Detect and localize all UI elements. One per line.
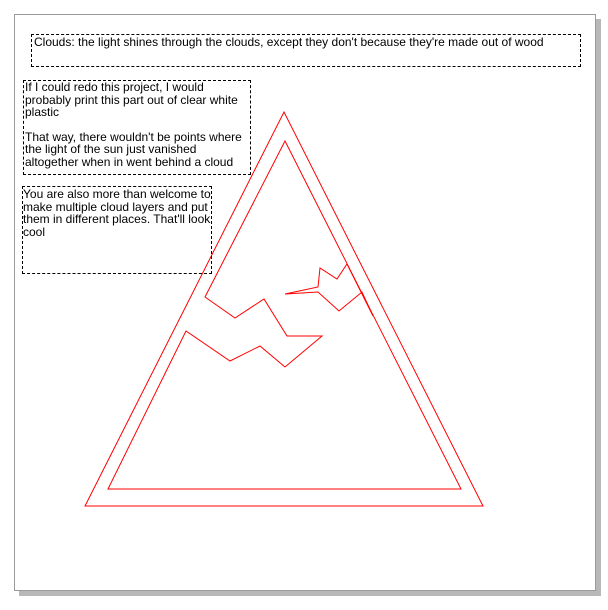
cloud-shape-outline[interactable] <box>285 264 373 316</box>
note-redo-project[interactable] <box>23 80 251 175</box>
note-layers-text: You are also more than welcome to make multiple cloud layers and put them in different places. That'll look cool <box>23 187 211 239</box>
paragraph-gap <box>25 119 250 131</box>
note-clouds-text: Clouds: the light shines through the clouds, except they don't because they're made out of wood <box>34 35 544 49</box>
note-cloud-layers[interactable] <box>22 186 212 274</box>
note-redo-text-1: If I could redo this project, I would probably print this part out of clear white plastic <box>25 80 238 119</box>
note-clouds[interactable] <box>31 34 581 67</box>
note-redo-text-2: That way, there wouldn't be points where the light of the sun just vanished altogether when in went behind a cloud <box>25 129 242 169</box>
